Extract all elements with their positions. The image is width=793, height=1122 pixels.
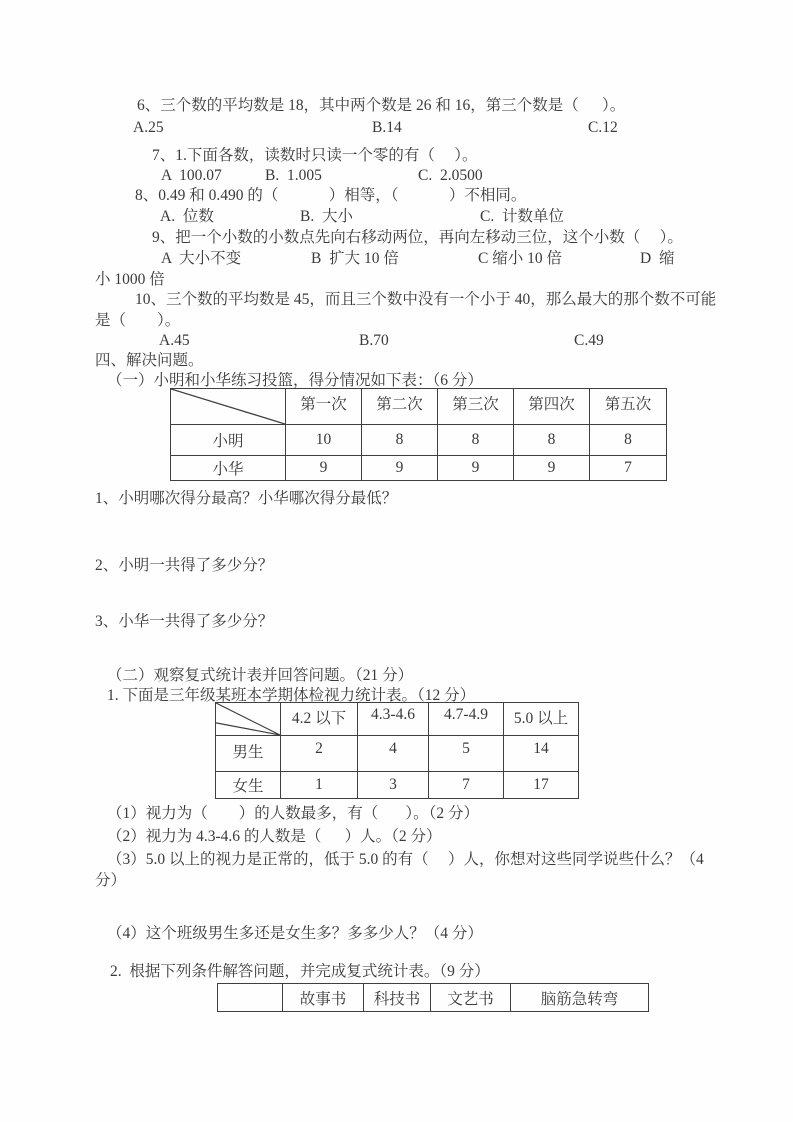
part-1-question-2: 2、小明一共得了多少分？	[95, 557, 274, 574]
question-9-option-b: B 扩大 10 倍	[311, 250, 399, 267]
book-table-header-cell: 文艺书	[431, 984, 511, 1012]
vision-table-diagonal-cell	[216, 703, 281, 736]
question-8-option-b: B. 大小	[300, 208, 353, 225]
section-4-title: 四、解决问题。	[95, 352, 204, 369]
question-10-text: 10、三个数的平均数是 45，而且三个数中没有一个小于 40，那么最大的那个数不可能	[135, 291, 717, 308]
question-9-option-c: C 缩小 10 倍	[478, 250, 562, 267]
score-cell: 9	[514, 456, 590, 481]
score-table	[170, 388, 667, 481]
count-cell: 14	[504, 736, 579, 772]
score-table-diagonal-cell	[171, 389, 286, 425]
question-9-text: 9、把一个小数的小数点先向右移动两位，再向左移动三位，这个小数（ ）。	[152, 229, 683, 246]
question-6-option-c: C.12	[588, 119, 618, 136]
score-cell: 9	[438, 456, 514, 481]
part-2-sub-question-1: （1）视力为（ ）的人数最多，有（ ）。（2 分）	[107, 805, 480, 822]
score-table-header-row	[171, 389, 667, 425]
score-cell: 7	[590, 456, 667, 481]
row-label: 女生	[216, 772, 281, 799]
book-table	[217, 983, 649, 1012]
question-9-option-a: A 大小不变	[161, 250, 242, 267]
part-1-question-3: 3、小华一共得了多少分？	[95, 613, 274, 630]
count-cell: 2	[281, 736, 358, 772]
count-cell: 3	[358, 772, 429, 799]
question-7-option-a: A 100.07	[161, 167, 222, 184]
vision-table-header-cell: 4.3-4.6	[358, 703, 429, 736]
question-10-text-wrap: 是（ ）。	[95, 312, 181, 329]
question-10-option-c: C.49	[574, 332, 604, 349]
vision-table-row-girls	[216, 772, 579, 799]
score-cell: 9	[286, 456, 362, 481]
row-label: 小华	[171, 456, 286, 481]
vision-table-header-cell: 4.7-4.9	[429, 703, 504, 736]
part-1-question-1: 1、小明哪次得分最高？小华哪次得分最低？	[95, 490, 398, 507]
part-1-title: （一）小明和小华练习投篮，得分情况如下表：（6 分）	[107, 372, 483, 389]
count-cell: 5	[429, 736, 504, 772]
book-table-header-cell: 科技书	[364, 984, 431, 1012]
part-2-sub-question-3-wrap: 分）	[95, 872, 127, 889]
count-cell: 1	[281, 772, 358, 799]
book-table-empty-cell	[218, 984, 283, 1012]
row-label: 男生	[216, 736, 281, 772]
score-table-row-xiaohua	[171, 456, 667, 481]
score-cell: 8	[590, 425, 667, 456]
diagonal-lines-icon	[216, 703, 280, 735]
part-2-title: （二）观察复式统计表并回答问题。（21 分）	[107, 667, 414, 684]
vision-table-header-row	[216, 703, 579, 736]
question-7-text: 7、1.下面各数，读数时只读一个零的有（ ）。	[152, 147, 478, 164]
score-table-header-cell: 第三次	[438, 389, 514, 425]
question-8-option-c: C. 计数单位	[480, 208, 564, 225]
vision-table-row-boys	[216, 736, 579, 772]
count-cell: 4	[358, 736, 429, 772]
part-2-sub-question-3: （3）5.0 以上的视力是正常的，低于 5.0 的有（ ）人，你想对这些同学说些什么？（4	[107, 851, 704, 868]
question-6-text: 6、三个数的平均数是 18，其中两个数是 26 和 16，第三个数是（ ）。	[137, 97, 626, 114]
vision-table	[215, 702, 579, 799]
diagonal-line-icon	[171, 389, 285, 424]
score-cell: 8	[514, 425, 590, 456]
score-table-header-cell: 第二次	[362, 389, 438, 425]
question-10-option-a: A.45	[159, 332, 190, 349]
vision-table-header-cell: 5.0 以上	[504, 703, 579, 736]
score-cell: 9	[362, 456, 438, 481]
book-table-header-row	[218, 984, 649, 1012]
question-10-option-b: B.70	[359, 332, 389, 349]
question-7-option-b: B. 1.005	[265, 167, 322, 184]
score-table-row-xiaoming	[171, 425, 667, 456]
question-8-text: 8、0.49 和 0.490 的（ ）相等，（ ）不相同。	[135, 187, 527, 204]
score-table-header-cell: 第一次	[286, 389, 362, 425]
score-table-header-cell: 第五次	[590, 389, 667, 425]
score-cell: 10	[286, 425, 362, 456]
part-2-sub-question-2: （2）视力为 4.3-4.6 的人数是（ ）人。（2 分）	[107, 828, 442, 845]
part-2-sub-question-4: （4）这个班级男生多还是女生多？多多少人？（4 分）	[107, 925, 483, 942]
score-cell: 8	[438, 425, 514, 456]
question-8-option-a: A. 位数	[160, 208, 214, 225]
question-6-option-b: B.14	[372, 119, 402, 136]
question-6-option-a: A.25	[133, 119, 164, 136]
question-9-option-d-wrap: 小 1000 倍	[95, 271, 165, 288]
vision-table-header-cell: 4.2 以下	[281, 703, 358, 736]
book-table-header-cell: 脑筋急转弯	[511, 984, 649, 1012]
score-cell: 8	[362, 425, 438, 456]
count-cell: 7	[429, 772, 504, 799]
question-9-option-d: D 缩	[640, 250, 675, 267]
question-7-option-c: C. 2.0500	[418, 167, 483, 184]
score-table-header-cell: 第四次	[514, 389, 590, 425]
part-2-q2-title: 2. 根据下列条件解答问题，并完成复式统计表。（9 分）	[110, 963, 490, 980]
count-cell: 17	[504, 772, 579, 799]
part-2-q1-title: 1. 下面是三年级某班本学期体检视力统计表。（12 分）	[107, 687, 476, 704]
book-table-header-cell: 故事书	[283, 984, 364, 1012]
row-label: 小明	[171, 425, 286, 456]
